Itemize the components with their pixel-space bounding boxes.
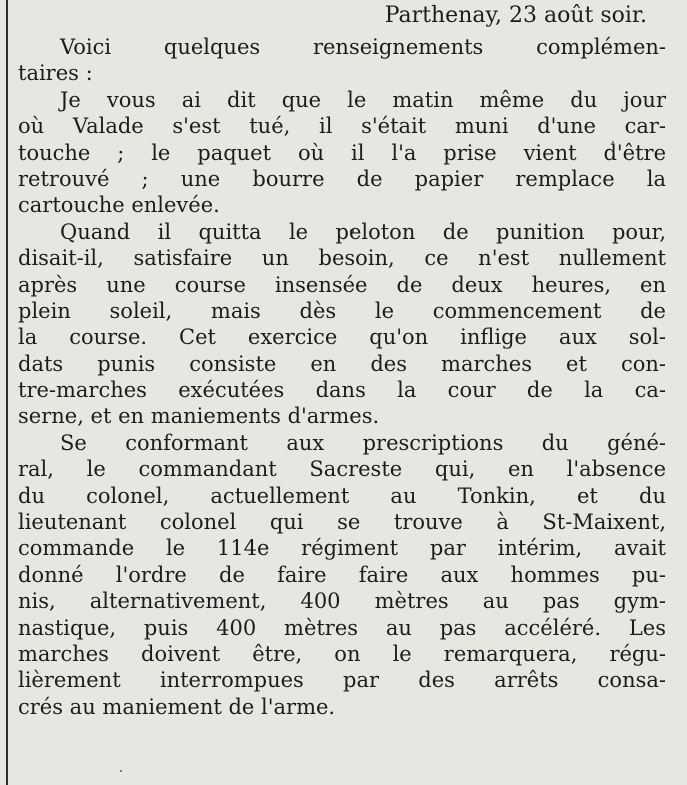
dateline: Parthenay, 23 août soir.	[384, 3, 647, 28]
column-rule	[6, 0, 8, 785]
text-line: disait-il, satisfaire un besoin, ce n'est nullement	[18, 246, 666, 271]
text-line: la course. Cet exercice qu'on inflige aux sol-	[18, 325, 666, 350]
text-line: Se conformant aux prescriptions du géné-	[60, 430, 666, 455]
paragraph	[18, 219, 666, 430]
paragraph	[18, 87, 666, 219]
text-line: marches doivent être, on le remarquera, régu-	[18, 641, 666, 666]
ink-speck	[120, 770, 122, 772]
article-body	[18, 34, 666, 720]
text-line: taires :	[18, 61, 93, 86]
text-line: touche ; le paquet où il l'a prise vient d'être	[18, 140, 666, 165]
text-line: lièrement interrompues par des arrêts consa-	[18, 668, 666, 693]
text-line: dats punis consiste en des marches et con-	[18, 351, 666, 376]
text-line: plein soleil, mais dès le commencement de	[18, 298, 666, 323]
text-line: lieutenant colonel qui se trouve à St-Maixent,	[18, 510, 666, 535]
text-line: Je vous ai dit que le matin même du jour	[60, 87, 666, 112]
text-line: donné l'ordre de faire faire aux hommes pu-	[18, 562, 666, 587]
text-line: serne, et en maniements d'armes.	[18, 404, 380, 429]
text-line: Quand il quitta le peloton de punition pour,	[60, 219, 666, 244]
text-line: nastique, puis 400 mètres au pas accéléré. Les	[18, 615, 666, 640]
text-line: ral, le commandant Sacreste qui, en l'absence	[18, 457, 666, 482]
paragraph	[18, 430, 666, 720]
text-line: où Valade s'est tué, il s'était muni d'une car-	[18, 114, 666, 139]
text-line: crés au maniement de l'arme.	[18, 694, 336, 719]
text-line: du colonel, actuellement au Tonkin, et du	[18, 483, 666, 508]
text-line: nis, alternativement, 400 mètres au pas gym-	[18, 589, 666, 614]
text-line: retrouvé ; une bourre de papier remplace la	[18, 166, 666, 191]
text-line: tre-marches exécutées dans la cour de la ca-	[18, 378, 666, 403]
text-line: Voici quelques renseignements complémen-	[60, 35, 666, 59]
text-line: cartouche enlevée.	[18, 193, 220, 218]
text-line: après une course insensée de deux heures, en	[18, 272, 666, 297]
text-line: commande le 114e régiment par intérim, avait	[18, 536, 666, 561]
paragraph	[18, 34, 666, 87]
